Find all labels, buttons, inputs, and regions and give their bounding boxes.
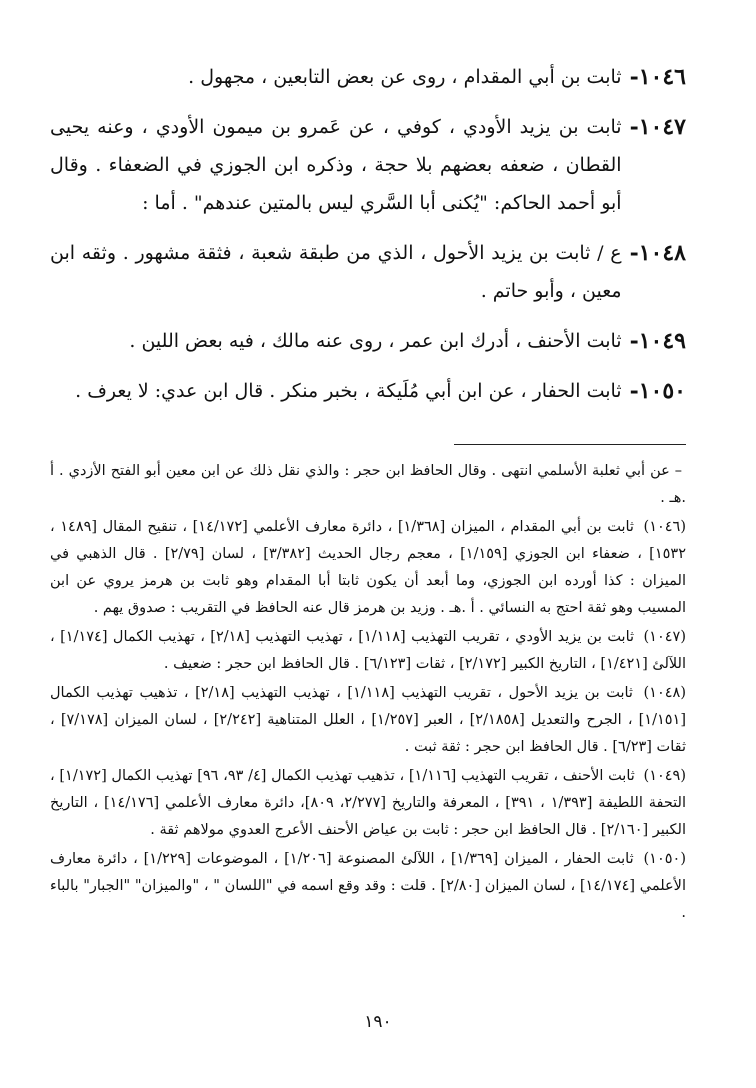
footnote-1047 (50, 624, 686, 678)
footnote-number (682, 463, 686, 479)
entry-text: ثابت بن أبي المقدام ، روى عن بعض التابعين ، مجهول . (188, 66, 622, 88)
entry-number: ١٠٤٩- (629, 328, 686, 354)
page-number: ١٩٠ (364, 1012, 392, 1032)
footnote-text: ثابت الحفار ، الميزان [١/٣٦٩] ، اللآلئ المصنوعة [١/٢٠٦] ، الموضوعات [١/٢٢٩] ، دائرة معارف الأعلمي [١٤/١٧٤] ، لسان الميزان [٢/٨٠] . قلت : وقد وقع اسمه في "اللسان " ، "والميزان" "الجبار" بالباء . (50, 851, 686, 921)
entry-1050 (50, 372, 686, 410)
footnote-text: ثابت بن يزيد الأحول ، تقريب التهذيب [١/١١٨] ، تهذيب التهذيب [٢/١٨] ، تذهيب تهذيب الكمال [١/١٥١] ، الجرح والتعديل [٢/١٨٥٨] ، العبر [١/٢٥٧] ، العلل المتناهية [٢/٢٤٢] ، لسان الميزان [٧/١٧٨] ، ثقات [٦/٢٣] . قال الحافظ ابن حجر : ثقة ثبت . (50, 685, 687, 755)
entry-text: ثابت الحفار ، عن ابن أبي مُلَيكة ، بخبر منكر . قال ابن عدي: لا يعرف . (75, 380, 622, 402)
footnote-number: (١٠٤٧) (643, 629, 686, 645)
entry-number: ١٠٤٦- (629, 64, 686, 90)
entry-1047 (50, 108, 686, 222)
entry-1049 (50, 322, 686, 360)
footnote-continuation (50, 458, 686, 512)
footnote-number: (١٠٤٩) (643, 768, 687, 784)
footnote-number: (١٠٤٨) (643, 685, 686, 701)
entry-text: ثابت الأحنف ، أدرك ابن عمر ، روى عنه مالك ، فيه بعض اللين . (129, 330, 622, 352)
entry-text: ثابت بن يزيد الأودي ، كوفي ، عن عَمرو بن ميمون الأودي ، وعنه يحيى القطان ، ضعفه بعضهم بلا حجة ، وذكره ابن الجوزي في الضعفاء . وقال أبو أحمد الحاكم: "يُكنى أبا السَّري ليس بالمتين عندهم" . أما : (50, 116, 622, 214)
footnote-text: – عن أبي ثعلبة الأسلمي انتهى . وقال الحافظ ابن حجر : والذي نقل ذلك عن ابن معين أبو الفتح الأزدي . أ .هـ . (50, 463, 686, 506)
footnote-1046 (50, 514, 686, 622)
footnote-1050 (50, 846, 686, 927)
footnote-number: (١٠٥٠) (643, 851, 686, 867)
footnote-text: ثابت بن أبي المقدام ، الميزان [١/٣٦٨] ، دائرة معارف الأعلمي [١٤/١٧٢] ، تنقيح المقال [١٤٨٩ ، ١٥٣٢] ، ضعفاء ابن الجوزي [١/١٥٩] ، معجم رجال الحديث [٣/٣٨٢] ، لسان [٢/٧٩] . قال الذهبي في الميزان : كذا أورده ابن الجوزي، وما أبعد أن يكون ثابتا أبا المقدام وهو ثابت بن هرمز يروي عن ابن المسيب وهو ثقة احتج به النسائي . أ .هـ . وزيد بن هرمز قال عنه الحافظ في التقريب : صدوق يهم . (50, 519, 686, 616)
entry-number: ١٠٥٠- (629, 378, 686, 404)
footnotes-section (50, 458, 686, 929)
footnote-1049 (50, 763, 686, 844)
entry-1046 (50, 58, 686, 96)
entry-number: ١٠٤٧- (629, 114, 686, 140)
footnote-separator (454, 444, 686, 445)
footnote-text: ثابت بن يزيد الأودي ، تقريب التهذيب [١/١١٨] ، تهذيب التهذيب [٢/١٨] ، تهذيب الكمال [١/١٧٤] ، اللآلئ [١/٤٢١] ، التاريخ الكبير [٢/١٧٢] ، ثقات [٦/١٢٣] . قال الحافظ ابن حجر : ضعيف . (50, 629, 686, 672)
footnote-text: ثابت الأحنف ، تقريب التهذيب [١/١١٦] ، تذهيب تهذيب الكمال [٤/ ٩٣، ٩٦] تهذيب الكمال [١/١٧٢] ، التحفة اللطيفة [١/٣٩٣ ، ٣٩١] ، المعرفة والتاريخ [٢/٢٧٧، ٨٠٩]، دائرة معارف الأعلمي [١٤/١٧٦] ، التاريخ الكبير [٢/١٦٠] . قال الحافظ ابن حجر : ثابت بن عياض الأحنف الأعرج العدوي مولاهم ثقة . (50, 768, 686, 838)
entry-text: ع / ثابت بن يزيد الأحول ، الذي من طبقة شعبة ، فثقة مشهور . وثقه ابن معين ، وأبو حاتم . (50, 242, 622, 302)
footnote-number: (١٠٤٦) (643, 519, 687, 535)
footnote-1048 (50, 680, 686, 761)
entry-1048 (50, 234, 686, 310)
entry-number: ١٠٤٨- (629, 240, 686, 266)
entries-section (50, 58, 686, 422)
